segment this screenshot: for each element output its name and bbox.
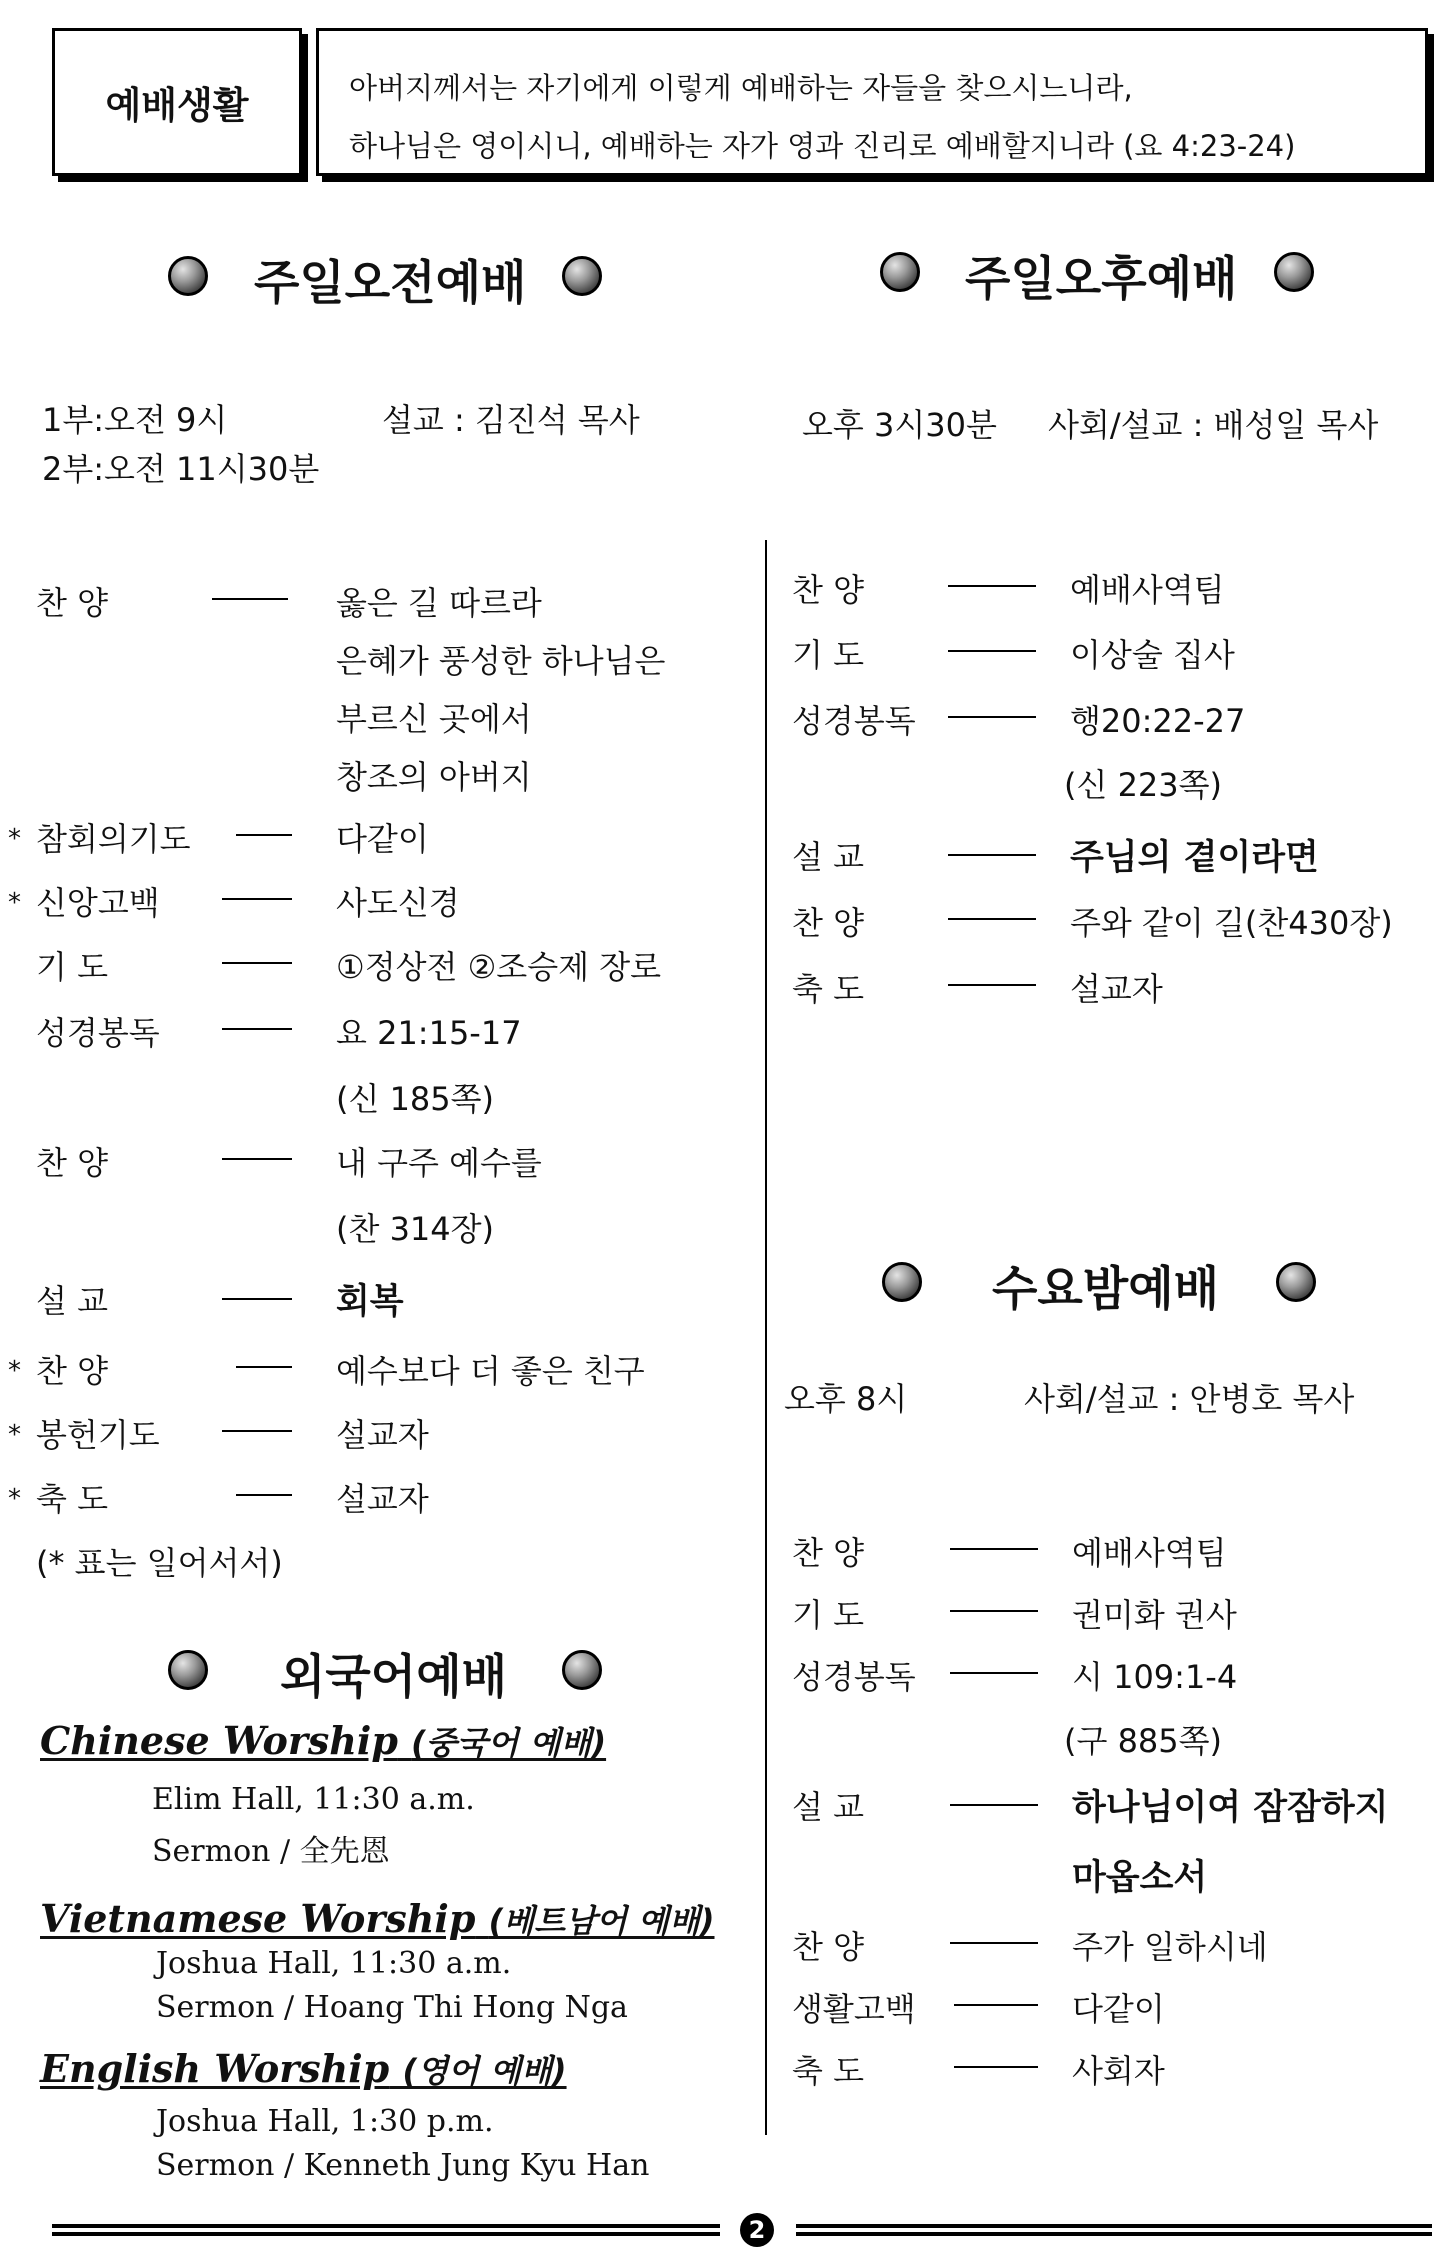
dash-separator: [212, 598, 288, 600]
dash-separator: [950, 1804, 1038, 1806]
order-detail: 권미화 권사: [1072, 1596, 1237, 1634]
section-label-text: 예배생활: [105, 84, 249, 127]
bullet-circle-icon: [168, 1650, 208, 1690]
title-en: Chinese Worship: [40, 1718, 398, 1763]
order-detail: (찬 314장): [336, 1210, 495, 1248]
order-label: 찬 양: [792, 904, 864, 942]
dash-separator: [236, 1366, 292, 1368]
order-detail: 행20:22-27: [1070, 702, 1246, 740]
wednesday-leader: 사회/설교 : 안병호 목사: [1024, 1380, 1355, 1418]
order-label: 신앙고백: [36, 884, 160, 922]
order-detail: 사회자: [1072, 2052, 1165, 2090]
order-detail: 예수보다 더 좋은 친구: [336, 1352, 645, 1390]
page-number-badge: [740, 2213, 774, 2247]
morning-service-title: 주일오전예배: [254, 256, 527, 311]
standing-marker: *: [8, 1420, 21, 1450]
order-detail: 옳은 길 따르라: [336, 584, 542, 622]
order-label: 찬 양: [792, 1534, 864, 1572]
afternoon-service-title: 주일오후예배: [965, 252, 1238, 307]
order-label: 축 도: [792, 970, 864, 1008]
dash-separator: [948, 984, 1036, 986]
order-detail: (신 185쪽): [336, 1080, 495, 1118]
order-label: 축 도: [792, 2052, 864, 2090]
dash-separator: [954, 2004, 1038, 2006]
standing-note: (* 표는 일어서서): [36, 1544, 283, 1582]
order-label: 설 교: [792, 1788, 864, 1826]
service-preacher: Sermon / Hoang Thi Hong Nga: [156, 1990, 628, 2025]
title-kr: (영어 예배): [402, 2052, 567, 2090]
order-detail: 예배사역팀: [1070, 571, 1225, 609]
footer-rule-left: [52, 2224, 720, 2236]
verse-line-1: 아버지께서는 자기에게 이렇게 예배하는 자들을 찾으시느니라,: [349, 71, 1133, 105]
dash-separator: [222, 1430, 292, 1432]
service-preacher: Sermon / Kenneth Jung Kyu Han: [156, 2148, 650, 2183]
afternoon-leader: 사회/설교 : 배성일 목사: [1048, 406, 1379, 444]
dash-separator: [222, 962, 292, 964]
standing-marker: *: [8, 824, 21, 854]
order-label: 축 도: [36, 1480, 108, 1518]
order-label: 설 교: [36, 1282, 108, 1320]
footer-rule-right: [796, 2224, 1432, 2236]
service-location: Elim Hall, 11:30 a.m.: [152, 1782, 475, 1817]
order-label: 기 도: [792, 636, 864, 674]
order-detail: 은혜가 풍성한 하나님은: [336, 642, 666, 680]
morning-preacher: 설교 : 김진석 목사: [382, 401, 640, 439]
verse-line-2: 하나님은 영이시니, 예배하는 자가 영과 진리로 예배할지니라 (요 4:23-24): [349, 129, 1296, 163]
sermon-title: 마옵소서: [1072, 1858, 1208, 1898]
foreign-service-title: 외국어예배: [280, 1650, 508, 1705]
wednesday-time: 오후 8시: [784, 1380, 908, 1418]
bullet-circle-icon: [882, 1262, 922, 1302]
order-detail: 시 109:1-4: [1072, 1658, 1238, 1696]
order-label: 찬 양: [792, 571, 864, 609]
bullet-circle-icon: [168, 256, 208, 296]
order-label: 찬 양: [36, 1144, 108, 1182]
title-en: English Worship: [40, 2046, 390, 2091]
dash-separator: [222, 1028, 292, 1030]
dash-separator: [222, 1298, 292, 1300]
order-detail: 설교자: [1070, 970, 1163, 1008]
order-detail: 다같이: [336, 820, 429, 858]
order-label: 성경봉독: [36, 1014, 160, 1052]
bullet-circle-icon: [1274, 252, 1314, 292]
dash-separator: [950, 1942, 1038, 1944]
bullet-circle-icon: [1276, 1262, 1316, 1302]
dash-separator: [950, 1672, 1038, 1674]
order-detail: 설교자: [336, 1480, 429, 1518]
sermon-title: 주님의 곁이라면: [1070, 838, 1319, 878]
column-divider: [765, 540, 767, 2135]
order-label: 봉헌기도: [36, 1416, 160, 1454]
order-label: 성경봉독: [792, 702, 916, 740]
order-label: 설 교: [792, 838, 864, 876]
order-detail: 설교자: [336, 1416, 429, 1454]
vietnamese-worship-title: [40, 1896, 715, 1942]
order-detail: 창조의 아버지: [336, 758, 532, 796]
page-number: 2: [748, 2216, 766, 2244]
order-label: 기 도: [36, 948, 108, 986]
order-detail: 예배사역팀: [1072, 1534, 1227, 1572]
order-detail: 주가 일하시네: [1072, 1928, 1268, 1966]
order-label: 찬 양: [792, 1928, 864, 1966]
dash-separator: [948, 854, 1036, 856]
dash-separator: [950, 1610, 1038, 1612]
dash-separator: [236, 834, 292, 836]
title-en: Vietnamese Worship: [40, 1896, 476, 1941]
dash-separator: [948, 585, 1036, 587]
sermon-title: 하나님이여 잠잠하지: [1072, 1788, 1389, 1828]
order-detail: 주와 같이 길(찬430장): [1070, 904, 1393, 942]
order-detail: 사도신경: [336, 884, 460, 922]
order-label: 성경봉독: [792, 1658, 916, 1696]
english-worship-title: [40, 2046, 567, 2092]
dash-separator: [948, 650, 1036, 652]
bullet-circle-icon: [562, 1650, 602, 1690]
order-detail: 부르신 곳에서: [336, 700, 532, 738]
title-kr: (중국어 예배): [411, 1724, 607, 1762]
order-detail: ①정상전 ②조승제 장로: [336, 948, 662, 986]
scripture-verse-box: [316, 28, 1428, 176]
standing-marker: *: [8, 1484, 21, 1514]
order-detail: 요 21:15-17: [336, 1014, 522, 1052]
morning-time-2: 2부:오전 11시30분: [42, 450, 320, 488]
morning-time-1: 1부:오전 9시: [42, 401, 228, 439]
dash-separator: [222, 898, 292, 900]
standing-marker: *: [8, 888, 21, 918]
dash-separator: [948, 716, 1036, 718]
standing-marker: *: [8, 1356, 21, 1386]
wednesday-service-title: 수요밤예배: [992, 1262, 1220, 1317]
dash-separator: [236, 1494, 292, 1496]
order-label: 찬 양: [36, 584, 108, 622]
dash-separator: [950, 1548, 1038, 1550]
chinese-worship-title: [40, 1718, 606, 1764]
service-location: Joshua Hall, 1:30 p.m.: [156, 2104, 494, 2139]
order-detail: 이상술 집사: [1070, 636, 1235, 674]
order-detail: (신 223쪽): [1064, 766, 1223, 804]
afternoon-time: 오후 3시30분: [802, 406, 997, 444]
order-label: 생활고백: [792, 1990, 916, 2028]
order-detail: (구 885쪽): [1064, 1722, 1223, 1760]
service-preacher: Sermon / 全先恩: [152, 1834, 390, 1869]
title-kr: (베트남어 예배): [488, 1902, 715, 1940]
order-detail: 내 구주 예수를: [336, 1144, 542, 1182]
service-location: Joshua Hall, 11:30 a.m.: [156, 1946, 512, 1981]
order-label: 찬 양: [36, 1352, 108, 1390]
order-detail: 다같이: [1072, 1990, 1165, 2028]
order-label: 기 도: [792, 1596, 864, 1634]
bullet-circle-icon: [880, 252, 920, 292]
dash-separator: [954, 2066, 1038, 2068]
section-label: [52, 28, 302, 176]
dash-separator: [948, 918, 1036, 920]
order-label: 참회의기도: [36, 820, 191, 858]
bullet-circle-icon: [562, 256, 602, 296]
sermon-title: 회복: [336, 1282, 404, 1322]
dash-separator: [222, 1158, 292, 1160]
